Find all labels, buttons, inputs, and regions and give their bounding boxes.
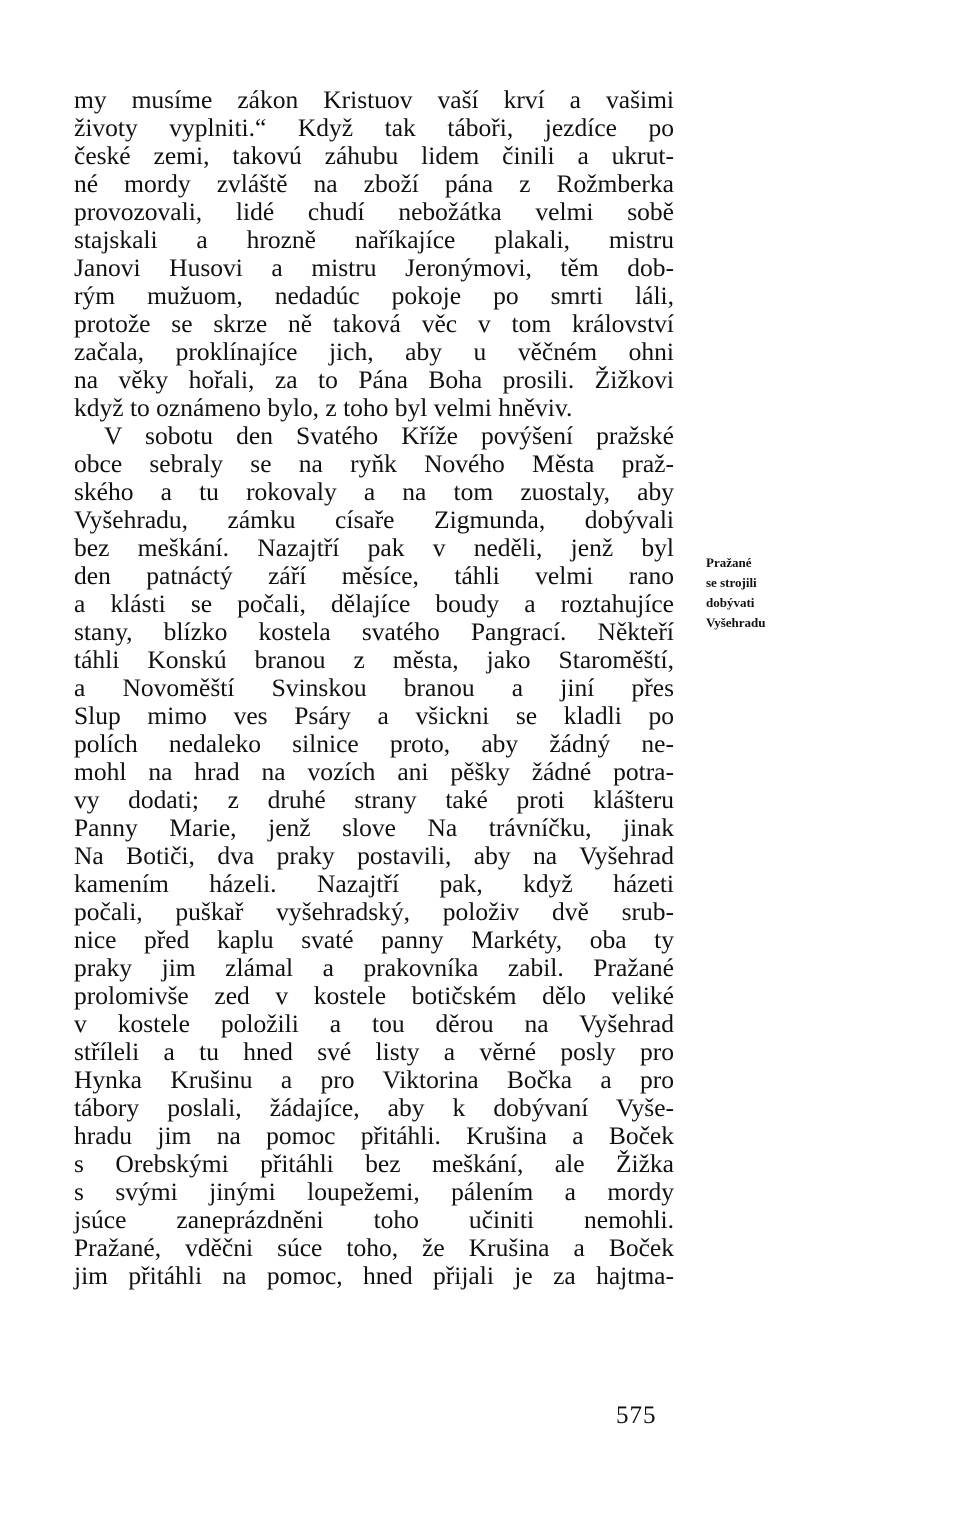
text-line: a Novoměští Svinskou branou a jiní přes [74,673,674,702]
text-line: vy dodati; z druhé strany také proti klášteru [74,785,674,814]
text-line: v kostele položili a tou děrou na Vyšehrad [74,1009,674,1038]
text-line: jim přitáhli na pomoc, hned přijali je za hajtma- [74,1261,674,1290]
text-line: Slup mimo ves Psáry a všickni se kladli po [74,701,674,730]
text-line: české zemi, takovú záhubu lidem činili a ukrut- [74,141,674,170]
text-line: Janovi Husovi a mistru Jeronýmovi, těm dob- [74,253,674,282]
text-line: stříleli a tu hned své listy a věrné posly pro [74,1037,674,1066]
text-line: Na Botiči, dva praky postavili, aby na Vyšehrad [74,841,674,870]
text-line: s svými jinými loupežemi, pálením a mordy [74,1177,674,1206]
marginal-note-line: dobývati [706,595,755,610]
text-line: táhli Konskú branou z města, jako Staroměští, [74,645,674,674]
marginal-note-line: Pražané [706,555,752,570]
text-line: jsúce zaneprázdněni toho učiniti nemohli. [74,1205,674,1234]
text-line: V sobotu den Svatého Kříže povýšení pražské [104,421,674,450]
text-line: provozovali, lidé chudí nebožátka velmi sobě [74,197,674,226]
marginal-note [706,553,826,633]
text-line: na věky hořali, za to Pána Boha prosili. Žižkovi [74,365,674,394]
text-line: Vyšehradu, zámku císaře Zigmunda, dobývali [74,505,674,534]
text-line: stajskali a hrozně naříkajíce plakali, mistru [74,225,674,254]
text-line: Panny Marie, jenž slove Na trávníčku, jinak [74,813,674,842]
text-line: den patnáctý září měsíce, táhli velmi rano [74,561,674,590]
text-line: polích nedaleko silnice proto, aby žádný ne- [74,729,674,758]
text-line: tábory poslali, žádajíce, aby k dobývaní Vyše- [74,1093,674,1122]
text-line: my musíme zákon Kristuov vaší krví a vašimi [74,85,674,114]
text-line: začala, proklínajíce jich, aby u věčném ohni [74,337,674,366]
text-line: praky jim zlámal a prakovníka zabil. Pražané [74,953,674,982]
text-line: obce sebraly se na ryňk Nového Města praž- [74,449,674,478]
text-line: protože se skrze ně taková věc v tom království [74,309,674,338]
text-line: bez meškání. Nazajtří pak v neděli, jenž byl [74,533,674,562]
text-line: a klásti se počali, dělajíce boudy a roztahujíce [74,589,674,618]
text-line: stany, blízko kostela svatého Pangrací. Někteří [74,617,674,646]
text-line: né mordy zvláště na zboží pána z Rožmberka [74,169,674,198]
text-line: s Orebskými přitáhli bez meškání, ale Žižka [74,1149,674,1178]
text-line: rým mužuom, nedadúc pokoje po smrti láli, [74,281,674,310]
text-line: ského a tu rokovaly a na tom zuostaly, aby [74,477,674,506]
text-line: mohl na hrad na vozích ani pěšky žádné potra- [74,757,674,786]
text-line: nice před kaplu svaté panny Markéty, oba ty [74,925,674,954]
text-line: Hynka Krušinu a pro Viktorina Bočka a pro [74,1065,674,1094]
text-line: když to oznámeno bylo, z toho byl velmi hněviv. [74,393,573,422]
text-line: životy vyplniti.“ Když tak táboři, jezdíce po [74,113,674,142]
text-line: prolomivše zed v kostele botičském dělo veliké [74,981,674,1010]
text-line: Pražané, vděčni súce toho, že Krušina a Boček [74,1233,674,1262]
text-line: hradu jim na pomoc přitáhli. Krušina a Boček [74,1121,674,1150]
text-line: počali, puškař vyšehradský, položiv dvě srub- [74,897,674,926]
marginal-note-line: Vyšehradu [706,615,766,630]
body-text [74,86,674,1290]
marginal-note-line: se strojili [706,575,757,590]
text-line: kamením házeli. Nazajtří pak, když házeti [74,869,674,898]
page-number: 575 [616,1402,657,1429]
